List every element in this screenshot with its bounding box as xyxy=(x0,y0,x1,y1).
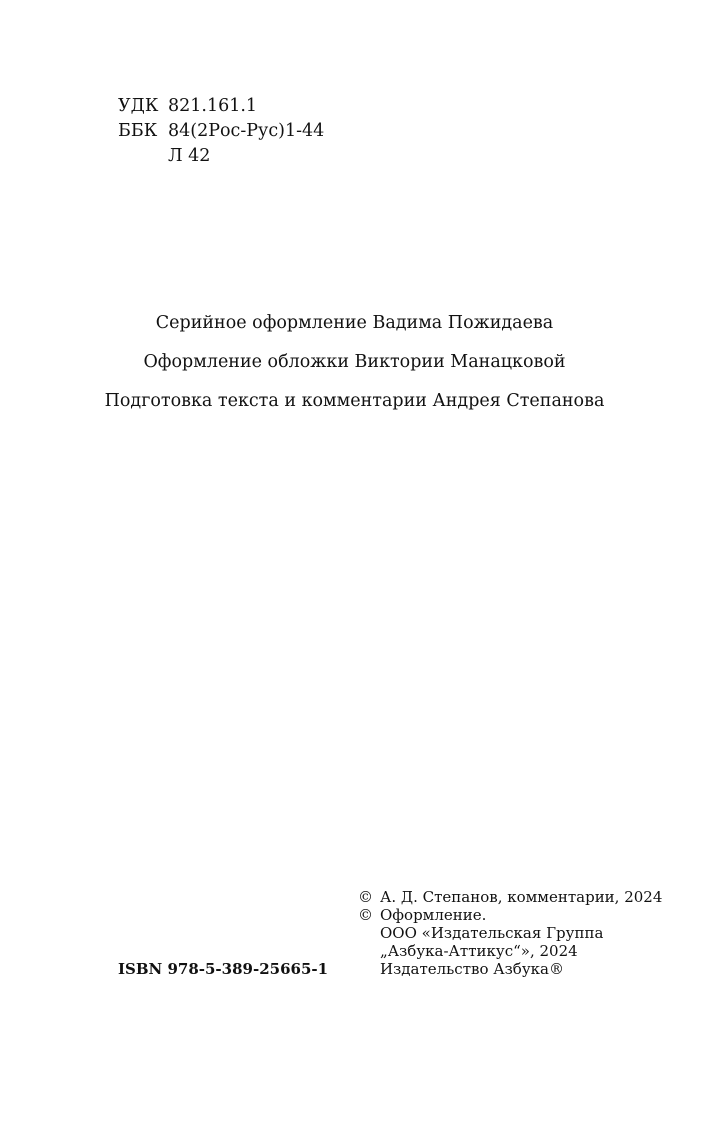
copyright-commentary: А. Д. Степанов, комментарии, 2024 xyxy=(380,888,663,906)
copyright-block xyxy=(358,888,662,978)
udk-row xyxy=(118,94,324,119)
copyright-design: Оформление. xyxy=(380,906,487,924)
credits-block xyxy=(0,310,709,427)
copyright-row-commentary xyxy=(358,888,662,906)
credit-series-design: Серийное оформление Вадима Пожидаева xyxy=(155,313,554,333)
credit-text-preparation: Подготовка текста и комментарии Андрея Степанова xyxy=(104,391,605,411)
copyright-row-imprint xyxy=(358,960,662,978)
copyright-icon: © xyxy=(358,888,373,906)
udk-value: 821.161.1 xyxy=(168,96,258,116)
copyright-row-publisher-name xyxy=(358,942,662,960)
copyright-row-publisher-group xyxy=(358,924,662,942)
copyright-publisher-group: ООО «Издательская Группа xyxy=(380,924,604,942)
copyright-publisher-name: „Азбука-Аттикус“», 2024 xyxy=(380,942,578,960)
copyright-row-design xyxy=(358,906,662,924)
udk-label: УДК xyxy=(118,96,159,116)
isbn-number: ISBN 978-5-389-25665-1 xyxy=(118,960,329,978)
bbk-value: 84(2Рос-Рус)1-44 xyxy=(168,121,325,141)
copyright-imprint: Издательство Азбука® xyxy=(380,960,564,978)
credit-cover-design: Оформление обложки Виктории Манацковой xyxy=(143,352,566,372)
author-mark: Л 42 xyxy=(168,146,211,166)
author-mark-row xyxy=(118,144,324,169)
classification-codes xyxy=(118,94,324,169)
bbk-row xyxy=(118,119,324,144)
bbk-label: ББК xyxy=(118,121,158,141)
copyright-icon: © xyxy=(358,906,373,924)
